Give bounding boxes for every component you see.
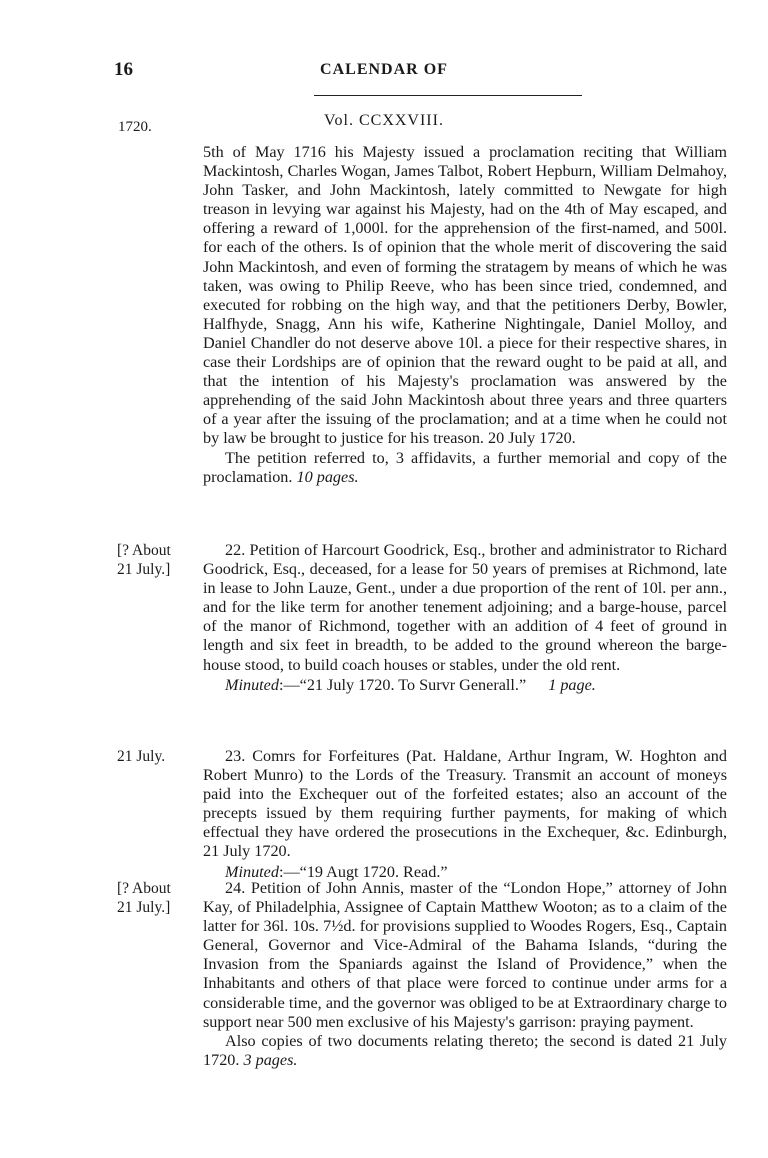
entry-23-minute-label: Minuted	[225, 862, 279, 881]
volume-heading: Vol. CCXXVIII.	[324, 112, 444, 129]
header-rule	[314, 95, 582, 96]
entry-24-note	[203, 1032, 727, 1070]
entry-24-text: 24. Petition of John Annis, master of the “London Hope,” attorney of John Kay, of Philadelphia, Assignee of Captain Matthew Wooton; as to a claim of the latter for 36l. 10s. 7½d. for provisions supplied to Woodes Rogers, Esq., Captain General, Governor and Vice-Admiral of the Bahama Islands, “during the Invasion from the Spaniards against the Island of Providence,” when the Inhabitants and others of that place were forced to continue under arms for a considerable time, and the governor was obliged to be at Extraordinary charge to support near 500 men exclusive of his Majesty's garrison: praying payment.	[203, 879, 727, 1031]
entry-22-text: 22. Petition of Harcourt Goodrick, Esq., brother and administrator to Richard Goodrick, Esq., deceased, for a lease for 50 years of premises at Richmond, late in lease to John Lauze, Gent., under a due proportion of the rent of 10l. per ann., and for the like term for another tenement adjoining; and a barge-house, parcel of the manor of Richmond, together with an addition of 4 feet of ground in length and six feet in breadth, to be added to the ground whereon the barge-house stood, to build coach houses or stables, under the old rent.	[203, 541, 727, 674]
entry-23	[203, 747, 727, 882]
entry-24	[203, 879, 727, 1070]
entry-22-pages: 1 page.	[548, 675, 596, 694]
continuation-note-text: The petition referred to, 3 affidavits, a further memorial and copy of the proclamation.	[203, 448, 727, 486]
entry-22-date-line2: 21 July.]	[117, 561, 171, 578]
entry-22-date-line1: [? About	[117, 542, 171, 559]
entry-24-note-text: Also copies of two documents relating thereto; the second is dated 21 July 1720.	[203, 1031, 727, 1069]
entry-23-text: 23. Comrs for Forfeitures (Pat. Haldane, Arthur Ingram, W. Hoghton and Robert Munro) to the Lords of the Treasury. Transmit an account of moneys paid into the Exchequer out of the forfeited estates; also an account of the precepts issued by them requiring further payments, for making of which effectual they have ordered the prosecutions in the Exchequer, &c. Edinburgh, 21 July 1720.	[203, 747, 727, 861]
continuation-text: 5th of May 1716 his Majesty issued a proclamation reciting that William Mackintosh, Charles Wogan, James Talbot, Robert Hepburn, William Delmahoy, John Tasker, and John Mackintosh, lately committed to Newgate for high treason in levying war against his Majesty, had on the 4th of May escaped, and offering a reward of 1,000l. for the apprehension of the first-named, and 500l. for each of the others. Is of opinion that the whole merit of discovering the said John Mackintosh, and even of forming the stratagem by means of which he was taken, was owing to Philip Reeve, who has been since tried, condemned, and executed for robbing on the high way, and that the petitioners Derby, Bowler, Halfhyde, Snagg, Ann his wife, Katherine Nightingale, Daniel Molloy, and Daniel Chandler do not deserve above 10l. a piece for their respective shares, in case their Lordships are of opinion that the reward ought to be paid at all, and that the intention of his Majesty's proclamation was answered by the apprehending of the said John Mackintosh about three years and three quarters of a year after the issuing of the proclamation; and at a time when he could not by law be brought to justice for his treason. 20 July 1720.	[203, 143, 727, 448]
entry-24-date	[117, 879, 171, 917]
page-number: 16	[114, 59, 133, 80]
entry-23-date	[117, 747, 165, 766]
entry-22	[203, 541, 727, 695]
entry-24-date-line1: [? About	[117, 880, 171, 897]
entry-24-date-line2: 21 July.]	[117, 899, 171, 916]
entry-22-date	[117, 541, 171, 579]
continuation-pages: 10 pages.	[296, 467, 359, 486]
entry-22-minute	[203, 676, 727, 695]
entry-24-pages: 3 pages.	[243, 1050, 298, 1069]
margin-year: 1720.	[118, 119, 152, 135]
entry-23-minute-text: :—“19 Augt 1720. Read.”	[278, 862, 448, 881]
continuation-block	[203, 143, 727, 487]
continuation-note	[203, 449, 727, 487]
entry-23-date-line1: 21 July.	[117, 748, 166, 765]
running-head: CALENDAR OF	[320, 61, 448, 78]
entry-22-minute-text: :—“21 July 1720. To Survr Generall.”	[278, 675, 527, 694]
entry-22-minute-label: Minuted	[225, 675, 279, 694]
